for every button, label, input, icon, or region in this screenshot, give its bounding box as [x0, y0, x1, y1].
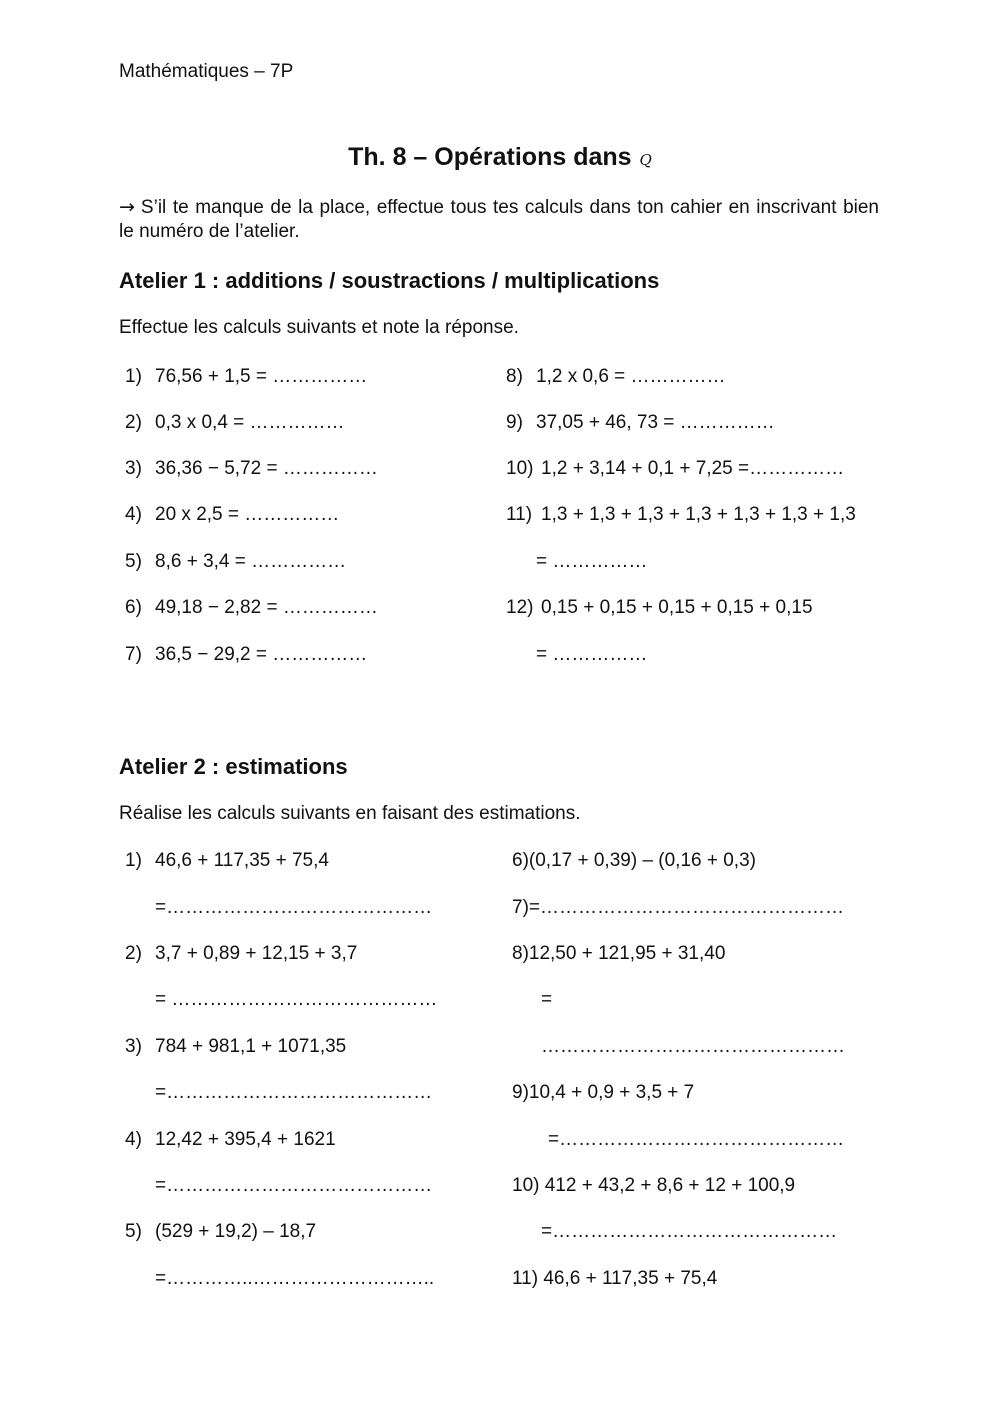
answer-line: =………………………………………: [541, 1221, 838, 1242]
exercise-expression: 12,42 + 395,4 + 1621: [155, 1129, 336, 1150]
exercise-expression: 20 x 2,5 = ……………: [155, 504, 340, 525]
exercise-item: [125, 943, 357, 965]
exercise-expression: 8)12,50 + 121,95 + 31,40: [512, 943, 726, 964]
answer-line: =……………………………………: [155, 1175, 433, 1196]
answer-line: =…………..………………………..: [155, 1268, 435, 1289]
exercise-number: 7): [125, 644, 142, 665]
exercise-item: [125, 1036, 346, 1058]
exercise-item: [125, 504, 339, 526]
exercise-number: 8): [506, 366, 523, 387]
answer-line: =……………………………………: [155, 897, 433, 918]
exercise-number: 2): [125, 412, 142, 433]
exercise-number: 9): [506, 412, 523, 433]
exercise-expression: 3,7 + 0,89 + 12,15 + 3,7: [155, 943, 358, 964]
exercise-number: 4): [125, 504, 142, 525]
exercise-expression: 784 + 981,1 + 1071,35: [155, 1036, 347, 1057]
exercise-item: [125, 1221, 316, 1243]
exercise-item: [125, 850, 329, 872]
exercise-number: 2): [125, 943, 142, 964]
note-text: S’il te manque de la place, effectue tous tes calculs dans ton cahier en inscrivant bien le numéro de l’atelier.: [119, 197, 879, 242]
exercise-expression: 76,56 + 1,5 = ……………: [155, 366, 368, 387]
exercise-item: [125, 458, 378, 480]
exercise-expression: 1,2 x 0,6 = ……………: [536, 366, 726, 387]
exercise-expression: 1,3 + 1,3 + 1,3 + 1,3 + 1,3 + 1,3 + 1,3: [541, 504, 856, 525]
exercise-item: [125, 597, 378, 619]
exercise-number: 5): [125, 1221, 142, 1242]
atelier-1-heading: Atelier 1 : additions / soustractions / multiplications: [119, 268, 660, 293]
exercise-number: 3): [125, 1036, 142, 1057]
exercise-number: 1): [125, 366, 142, 387]
atelier-2-instruction: Réalise les calculs suivants en faisant des estimations.: [119, 803, 581, 824]
exercise-number: 5): [125, 551, 142, 572]
exercise-expression: (529 + 19,2) – 18,7: [155, 1221, 317, 1242]
document-header: Mathématiques – 7P: [119, 61, 294, 82]
exercise-item: [506, 412, 775, 434]
exercise-expression: 49,18 − 2,82 = ……………: [155, 597, 378, 618]
answer-line: = ……………: [536, 644, 648, 665]
exercise-expression: 6)(0,17 + 0,39) – (0,16 + 0,3): [512, 850, 756, 871]
exercise-item: [125, 644, 367, 666]
exercise-number: 11): [506, 504, 533, 525]
exercise-expression: 37,05 + 46, 73 = ……………: [536, 412, 775, 433]
exercise-number: 10): [506, 458, 534, 479]
rational-set-symbol: Q: [639, 151, 652, 169]
answer-line: 7)=…………………………………………: [512, 897, 844, 918]
exercise-expression: 0,15 + 0,15 + 0,15 + 0,15 + 0,15: [541, 597, 813, 618]
atelier-1-instruction: Effectue les calculs suivants et note la réponse.: [119, 317, 519, 338]
answer-line: …………………………………………: [541, 1036, 845, 1057]
page-title: [0, 142, 1000, 175]
exercise-number: 6): [125, 597, 142, 618]
exercise-number: 12): [506, 597, 534, 618]
answer-line: = ……………………………………: [155, 989, 438, 1010]
exercise-item: [506, 597, 813, 619]
exercise-expression: 36,5 − 29,2 = ……………: [155, 644, 368, 665]
exercise-number: 1): [125, 850, 142, 871]
exercise-item: [506, 366, 726, 388]
answer-line: =………………………………………: [548, 1129, 845, 1150]
title-text: Th. 8 – Opérations dans: [348, 143, 632, 171]
exercise-expression: 9)10,4 + 0,9 + 3,5 + 7: [512, 1082, 695, 1103]
exercise-expression: 36,36 − 5,72 = ……………: [155, 458, 378, 479]
exercise-item: [506, 504, 856, 526]
exercise-expression: 1,2 + 3,14 + 0,1 + 7,25 =……………: [541, 458, 845, 479]
exercise-item: [125, 366, 367, 388]
exercise-expression: 0,3 x 0,4 = ……………: [155, 412, 345, 433]
answer-line: = ……………: [536, 551, 648, 572]
instruction-note: [119, 195, 879, 244]
exercise-number: 4): [125, 1129, 142, 1150]
exercise-item: [125, 1129, 336, 1151]
answer-line: =: [541, 989, 553, 1010]
exercise-expression: 46,6 + 117,35 + 75,4: [155, 850, 329, 871]
exercise-item: [125, 412, 345, 434]
exercise-expression: 8,6 + 3,4 = ……………: [155, 551, 347, 572]
exercise-expression: 10) 412 + 43,2 + 8,6 + 12 + 100,9: [512, 1175, 796, 1196]
arrow-icon: →: [119, 196, 135, 218]
exercise-item: [125, 551, 346, 573]
exercise-number: 3): [125, 458, 142, 479]
answer-line: =……………………………………: [155, 1082, 433, 1103]
atelier-2-heading: Atelier 2 : estimations: [119, 754, 348, 779]
exercise-expression: 11) 46,6 + 117,35 + 75,4: [512, 1268, 718, 1289]
exercise-item: [506, 458, 844, 480]
